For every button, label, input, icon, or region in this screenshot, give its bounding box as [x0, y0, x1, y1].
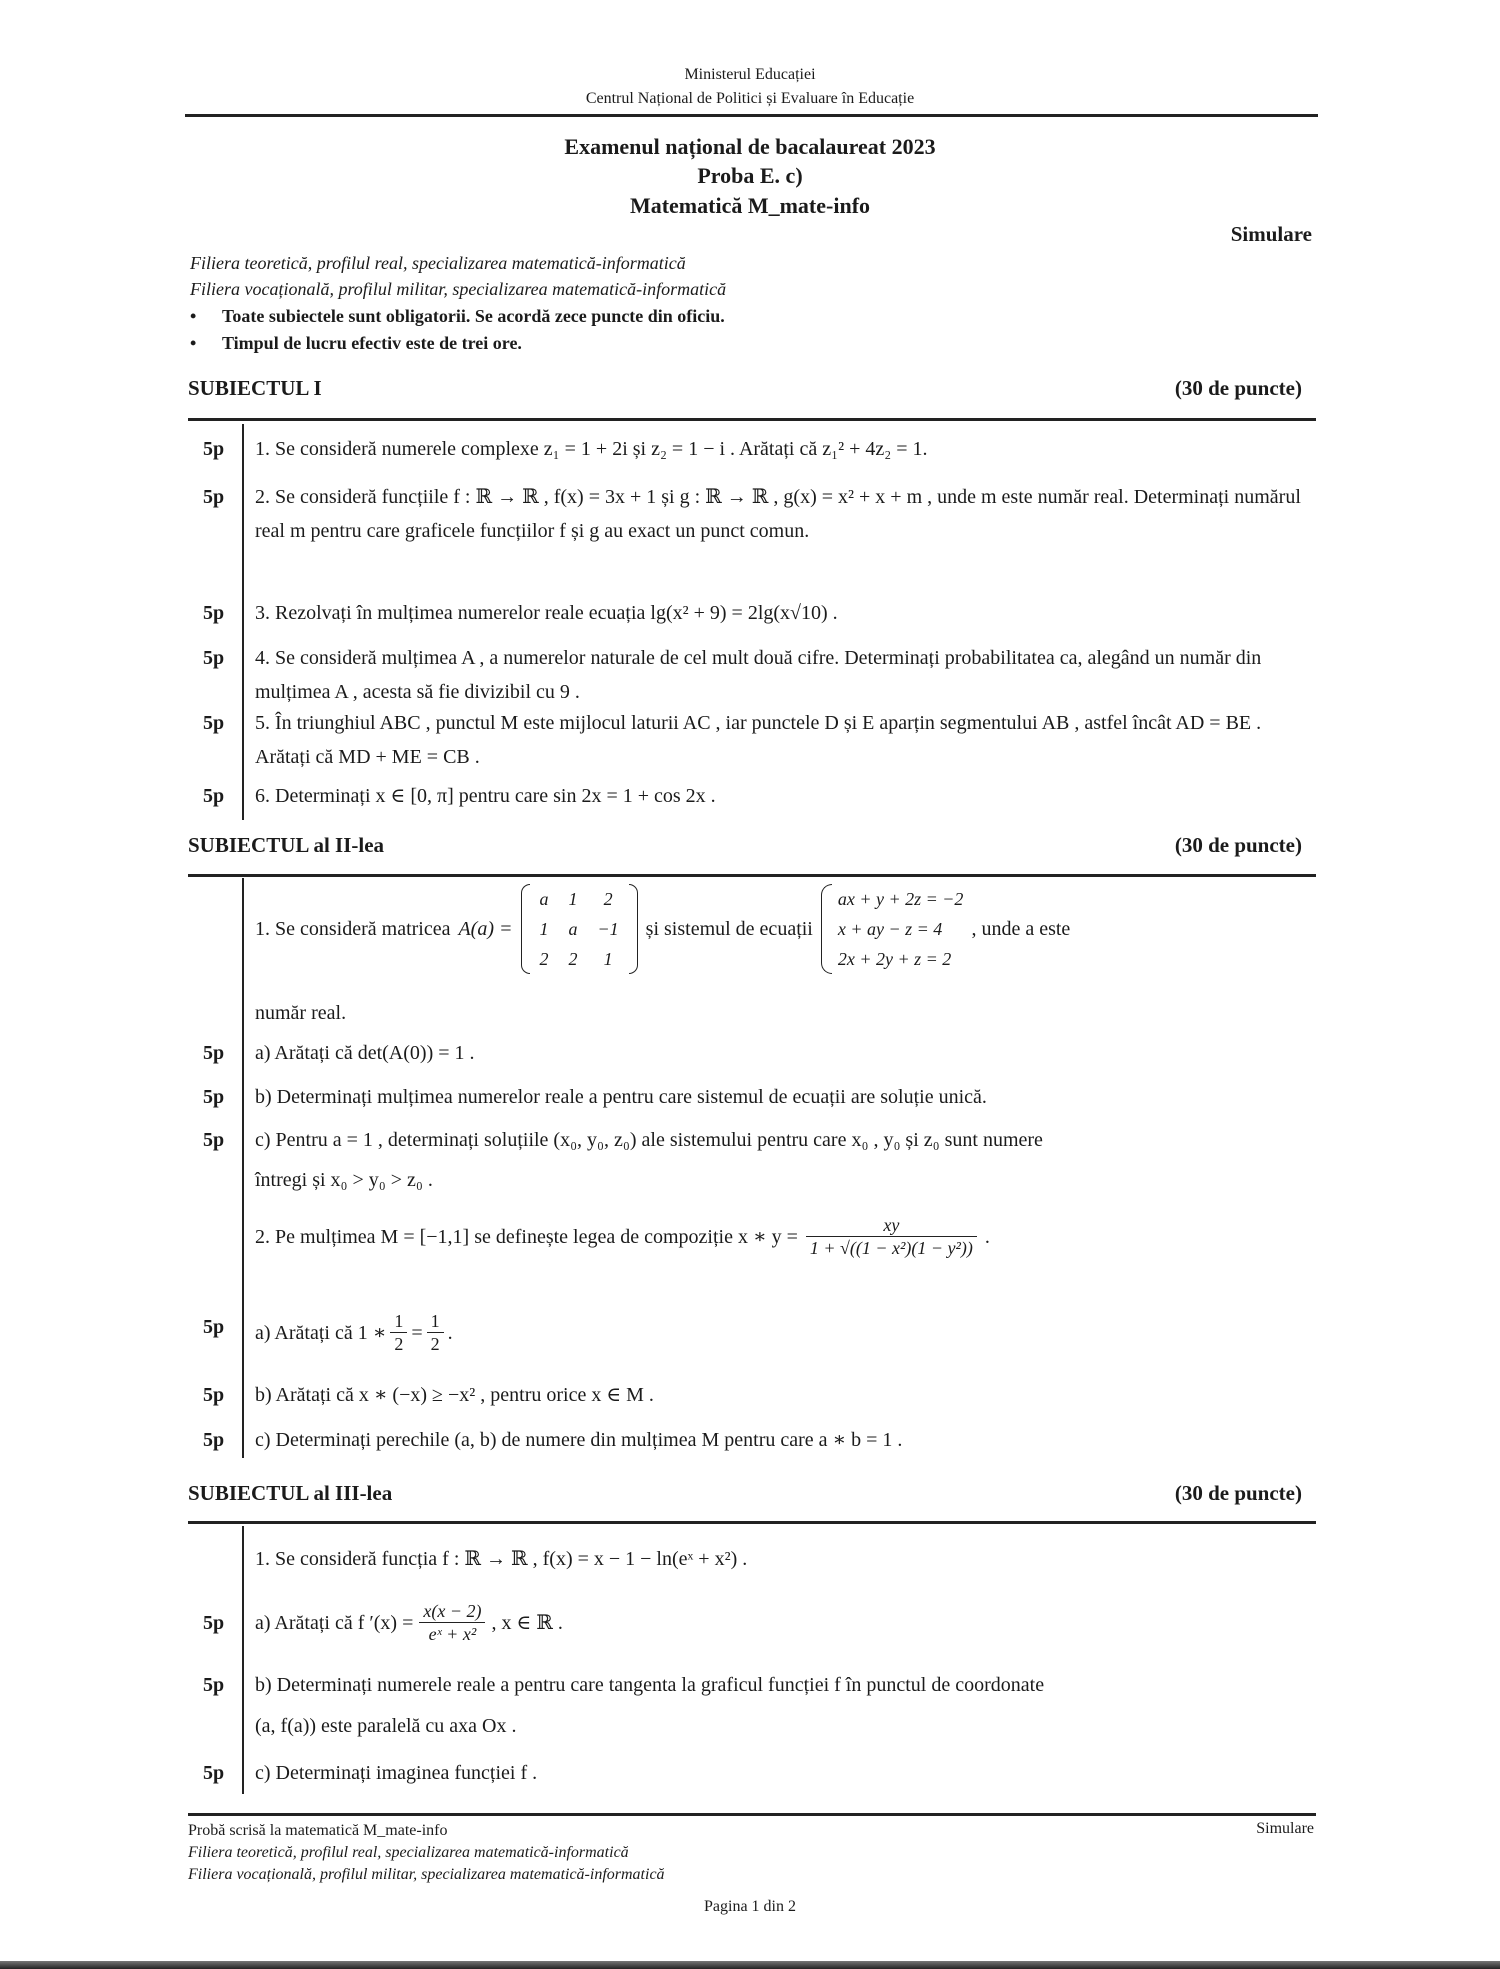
points-label: 5p: [203, 1086, 225, 1108]
exam-subject: Matematică M_mate-info: [629, 193, 871, 218]
fraction-numerator: 1: [427, 1310, 444, 1333]
points-label: 5p: [203, 1042, 225, 1064]
matrix-cell: 2: [568, 949, 578, 969]
track-line-2: Filiera vocațională, profilul militar, specializarea matematică-informatică: [190, 279, 727, 299]
section-2-heading: [188, 833, 1302, 858]
fraction-numerator: x(x − 2): [419, 1600, 485, 1623]
problem-text: și sistemul de ecuații: [645, 918, 813, 940]
section-points: (30 de puncte): [1174, 1481, 1302, 1505]
section-1-heading: [188, 376, 1302, 401]
bullet-icon: •: [190, 333, 197, 353]
equals-sign: =: [411, 1321, 423, 1344]
track-line-1: Filiera teoretică, profilul real, specializarea matematică-informatică: [190, 253, 686, 273]
points-label: 5p: [203, 785, 225, 807]
question-text: a) Arătați că 1 ∗: [255, 1321, 387, 1344]
section-1-rule: [188, 418, 1316, 421]
system-equation: x + ay − z = 4: [837, 919, 943, 939]
exam-tag: Simulare: [1230, 222, 1312, 246]
fraction-numerator: 1: [390, 1310, 407, 1333]
points-label: 5p: [203, 1612, 225, 1634]
rule-text: Toate subiectele sunt obligatorii. Se acordă zece puncte din oficiu.: [222, 306, 725, 326]
footer-rule: [188, 1813, 1316, 1816]
question-text: c) Determinați perechile (a, b) de numere din mulțimea M pentru care a ∗ b = 1 .: [255, 1429, 903, 1451]
exam-title: Examenul național de bacalaureat 2023: [564, 134, 936, 159]
header-rule: [185, 114, 1318, 117]
fraction-denominator: 2: [394, 1334, 404, 1354]
problem-text: număr real.: [255, 1002, 347, 1024]
matrix-bracket-left: [521, 884, 530, 974]
question-text: .: [447, 1321, 453, 1344]
section-title: SUBIECTUL al III-lea: [188, 1481, 393, 1505]
question-text: 2. Se consideră funcțiile f : ℝ → ℝ , f(x) = 3x + 1 și g : ℝ → ℝ , g(x) = x² + x + m , unde m este număr real. Determinați numărul real m pentru care graficele funcțiilor f și g au exact un punct comun.: [255, 486, 1301, 542]
footer-line: Probă scrisă la matematică M_mate-info: [188, 1822, 448, 1839]
points-label: 5p: [203, 1429, 225, 1451]
question-text: 4. Se consideră mulțimea A , a numerelor naturale de cel mult două cifre. Determinați probabilitatea ca, alegând un număr din mulțimea A , acesta să fie divizibil cu 9 .: [255, 647, 1262, 703]
points-label: 5p: [203, 712, 225, 734]
matrix-cell: 1: [568, 889, 578, 909]
matrix-cell: −1: [597, 919, 619, 939]
points-label: 5p: [203, 1674, 225, 1696]
fraction-numerator: xy: [806, 1214, 977, 1237]
rule-line-2: [190, 333, 522, 354]
question-text: b) Determinați numerele reale a pentru care tangenta la graficul funcției f în punctul de coordonate: [255, 1674, 1045, 1696]
system-brace: [821, 884, 832, 974]
points-label: 5p: [203, 1129, 225, 1151]
question-text: c) Determinați imaginea funcției f .: [255, 1762, 538, 1784]
section-title: SUBIECTUL al II-lea: [188, 833, 385, 857]
matrix-cell: 1: [603, 949, 613, 969]
points-label: 5p: [203, 647, 225, 669]
matrix-cell: 2: [539, 949, 549, 969]
question-text: b) Determinați mulțimea numerelor reale a pentru care sistemul de ecuații are soluție unică.: [255, 1086, 987, 1108]
problem-text: 1. Se consideră funcția f : ℝ → ℝ , f(x) = x − 1 − ln(eˣ + x²) .: [255, 1548, 748, 1570]
matrix-cell: a: [539, 889, 549, 909]
question-text: a) Arătați că det(A(0)) = 1 .: [255, 1042, 475, 1064]
system-equation: 2x + 2y + z = 2: [837, 949, 952, 969]
page-number: Pagina 1 din 2: [704, 1898, 796, 1915]
matrix-bracket-right: [629, 884, 638, 974]
section-3-rule: [188, 1521, 1316, 1524]
matrix-cell: 1: [539, 919, 549, 939]
footer-tag: Simulare: [1256, 1820, 1314, 1837]
bullet-icon: •: [190, 306, 197, 326]
system-equation: ax + y + 2z = −2: [837, 889, 964, 909]
section-points: (30 de puncte): [1174, 833, 1302, 857]
section-3-heading: [188, 1481, 1302, 1506]
matrix-cell: a: [568, 919, 578, 939]
exam-probe: Proba E. c): [697, 163, 803, 188]
fraction-denominator: 2: [430, 1334, 440, 1354]
footer-line: Filiera teoretică, profilul real, specializarea matematică-informatică: [188, 1844, 629, 1861]
problem-text: 1. Se consideră matricea: [255, 918, 451, 940]
section-2-bar: [242, 878, 244, 1458]
points-label: 5p: [203, 438, 225, 460]
matrix-cell: 2: [603, 889, 613, 909]
points-label: 5p: [203, 602, 225, 624]
question-text: , x ∈ ℝ .: [491, 1611, 563, 1634]
points-label: 5p: [203, 1316, 225, 1338]
question-text: 5. În triunghiul ABC , punctul M este mijlocul laturii AC , iar punctele D și E aparțin segmentului AB , astfel încât AD = BE . Arătați că MD + ME = CB .: [255, 712, 1262, 768]
question-text: c) Pentru a = 1 , determinați soluțiile (x₀, y₀, z₀) ale sistemului pentru care x₀ , y₀ și z₀ sunt numere: [255, 1129, 1043, 1151]
page-bottom-edge: [0, 1961, 1500, 1969]
points-label: 5p: [203, 486, 225, 508]
problem-text: .: [984, 1225, 990, 1248]
section-title: SUBIECTUL I: [188, 376, 322, 400]
footer: [188, 1820, 1314, 1886]
fraction-denominator: eˣ + x²: [428, 1624, 477, 1644]
question-text: întregi și x₀ > y₀ > z₀ .: [255, 1169, 433, 1191]
footer-line: Filiera vocațională, profilul militar, specializarea matematică-informatică: [188, 1866, 665, 1883]
section-points: (30 de puncte): [1174, 376, 1302, 400]
problem-text: 2. Pe mulțimea M = [−1,1] se definește legea de compoziție x ∗ y =: [255, 1225, 798, 1248]
question-text: b) Arătați că x ∗ (−x) ≥ −x² , pentru orice x ∈ M .: [255, 1384, 654, 1406]
fraction: [427, 1310, 444, 1355]
fraction: [390, 1310, 407, 1355]
question-text: (a, f(a)) este paralelă cu axa Ox .: [255, 1715, 517, 1737]
section-3-bar: [242, 1526, 244, 1794]
equation-system: [821, 884, 964, 974]
composition-fraction: [806, 1214, 977, 1259]
section-2-rule: [188, 874, 1316, 877]
problem-text: , unde a este: [971, 918, 1071, 940]
matrix-label: A(a) =: [458, 918, 513, 940]
matrix-table: [530, 884, 629, 974]
rule-line-1: [190, 306, 725, 327]
section-1-bar: [242, 424, 244, 820]
question-text: 3. Rezolvați în mulțimea numerelor reale ecuația lg(x² + 9) = 2lg(x√10) .: [255, 602, 838, 624]
question-text: 6. Determinați x ∈ [0, π] pentru care sin 2x = 1 + cos 2x .: [255, 785, 716, 807]
question-text: 1. Se consideră numerele complexe z₁ = 1 + 2i și z₂ = 1 − i . Arătați că z₁² + 4z₂ = 1.: [255, 438, 928, 460]
rule-text: Timpul de lucru efectiv este de trei ore.: [222, 333, 522, 353]
points-label: 5p: [203, 1384, 225, 1406]
matrix-a: [521, 884, 638, 974]
question-text: a) Arătați că f ′(x) =: [255, 1611, 414, 1634]
ministry-name: Ministerul Educației: [684, 66, 816, 83]
derivative-fraction: [419, 1600, 485, 1645]
center-name: Centrul Național de Politici și Evaluare în Educație: [585, 90, 915, 107]
fraction-denominator: 1 + √((1 − x²)(1 − y²)): [809, 1238, 973, 1258]
points-label: 5p: [203, 1762, 225, 1784]
